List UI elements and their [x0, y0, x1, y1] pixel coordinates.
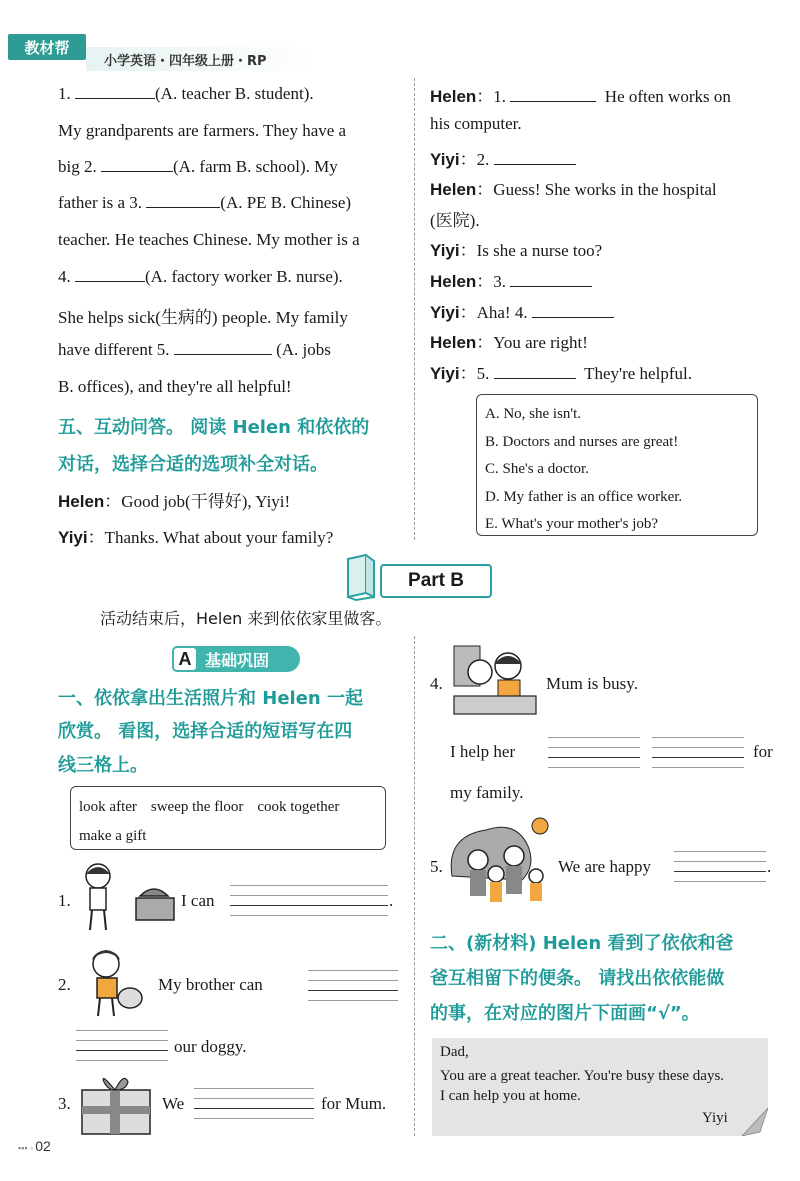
answer-blank[interactable]: [532, 304, 614, 318]
note-signature: Yiyi: [702, 1110, 728, 1126]
dialogue-r5: Helen：3.: [430, 267, 592, 292]
column-divider-bottom: [414, 636, 415, 1136]
section-a-letter: A: [172, 646, 198, 672]
passage-line-2: My grandparents are farmers. They have a: [58, 121, 347, 140]
passage-line-9: B. offices), and they're all helpful!: [58, 377, 292, 396]
four-line-grid[interactable]: [548, 737, 640, 767]
q4-end: my family.: [450, 783, 524, 802]
q3-text: We: [162, 1094, 185, 1113]
column-divider-top: [414, 78, 415, 540]
section-a-title: 基础巩固: [205, 651, 270, 670]
q5-end: .: [767, 857, 772, 876]
four-line-grid[interactable]: [194, 1088, 314, 1118]
four-line-grid[interactable]: [674, 851, 766, 881]
phrase: make a gift: [79, 828, 147, 844]
note-card: [432, 1038, 768, 1136]
dialogue-r3: Helen：Guess! She works in the hospital: [430, 180, 717, 199]
dialogue-line-1: Helen：Good job(干得好), Yiyi!: [58, 492, 291, 511]
q1-text: I can: [181, 891, 215, 910]
passage-line-5: teacher. He teaches Chinese. My mother is a: [58, 230, 360, 249]
answer-blank[interactable]: [146, 194, 220, 208]
passage-line-4: father is a 3. (A. PE B. Chinese): [58, 193, 352, 212]
section2-title-2: 爸互相留下的便条。 请找出依依能做: [430, 968, 725, 989]
note-greeting: Dad,: [440, 1044, 469, 1060]
answer-blank[interactable]: [494, 151, 576, 165]
gift-box-icon: [78, 1068, 154, 1138]
section1-title-2: 欣赏。 看图，选择合适的短语写在四: [58, 721, 353, 742]
passage-line-7: She helps sick(生病的) people. My family: [58, 308, 348, 327]
section1-title-1: 一、依依拿出生活照片和 Helen 一起: [58, 688, 363, 709]
q2-text: My brother can: [158, 975, 263, 994]
section1-title-3: 线三格上。: [58, 755, 148, 776]
four-line-grid[interactable]: [230, 885, 388, 915]
phrase: sweep the floor: [150, 799, 244, 815]
answer-blank[interactable]: [510, 88, 596, 102]
family-picnic-icon: [446, 816, 554, 916]
four-line-grid[interactable]: [308, 970, 398, 1000]
answer-blank[interactable]: [75, 85, 155, 99]
four-line-grid[interactable]: [76, 1030, 168, 1060]
girl-cooking-icon: [76, 858, 180, 934]
dialogue-r6: Yiyi：Aha! 4.: [430, 298, 614, 323]
answer-blank[interactable]: [101, 158, 173, 172]
passage-line-1: 1. (A. teacher B. student).: [58, 84, 314, 103]
option-c: C. She's a doctor.: [485, 461, 589, 477]
four-line-grid[interactable]: [652, 737, 744, 767]
option-a: A. No, she isn't.: [485, 406, 582, 422]
section5-title-1: 五、互动问答。 阅读 Helen 和依依的: [58, 417, 370, 438]
note-line-2: I can help you at home.: [440, 1088, 581, 1104]
passage-line-6: 4. (A. factory worker B. nurse).: [58, 267, 343, 286]
q1-period: .: [389, 891, 394, 910]
book-icon: [340, 553, 380, 601]
dialogue-r3b: (医院).: [430, 211, 480, 230]
q5-number: 5.: [430, 857, 443, 876]
section2-title-3: 的事，在对应的图片下面画“√”。: [430, 1003, 700, 1024]
q5-text: We are happy: [558, 857, 652, 876]
q4-text: Mum is busy.: [546, 674, 638, 693]
dialogue-line-2: Yiyi：Thanks. What about your family?: [58, 528, 334, 547]
phrase: cook together: [257, 799, 340, 815]
page-number: ▪▪▪ ◦ 02: [18, 1138, 51, 1154]
answer-blank[interactable]: [494, 365, 576, 379]
q4-number: 4.: [430, 674, 443, 693]
brand-tab: 教材帮: [8, 34, 86, 60]
passage-line-8: have different 5. (A. jobs: [58, 340, 331, 359]
q3-end: for Mum.: [321, 1094, 387, 1113]
mum-cooking-icon: [450, 638, 540, 718]
dialogue-r4: Yiyi：Is she a nurse too?: [430, 241, 603, 260]
phrase-box: [70, 786, 386, 850]
answer-blank[interactable]: [510, 273, 592, 287]
q2-number: 2.: [58, 975, 71, 994]
q3-number: 3.: [58, 1094, 71, 1113]
passage-line-3: big 2. (A. farm B. school). My: [58, 157, 338, 176]
option-d: D. My father is an office worker.: [485, 488, 683, 505]
option-e: E. What's your mother's job?: [485, 516, 659, 532]
boy-with-dog-icon: [80, 946, 150, 1018]
dialogue-r8: Yiyi：5. They're helpful.: [430, 364, 692, 383]
book-title: 小学英语・四年级上册・RP: [104, 54, 267, 69]
q2-end: our doggy.: [174, 1037, 247, 1056]
section2-title-1: 二、(新材料) Helen 看到了依依和爸: [430, 933, 734, 954]
section5-title-2: 对话，选择合适的选项补全对话。: [58, 454, 328, 475]
options-box: [476, 394, 758, 536]
q1-number: 1.: [58, 891, 71, 910]
dialogue-r7: Helen：You are right!: [430, 333, 588, 352]
option-b: B. Doctors and nurses are great!: [485, 433, 679, 450]
phrase: look after: [79, 799, 137, 815]
answer-blank[interactable]: [75, 268, 145, 282]
answer-blank[interactable]: [174, 341, 272, 355]
dialogue-r1: Helen：1. He often works on: [430, 87, 731, 106]
q4-post: for: [753, 742, 773, 761]
part-b-label: Part B: [380, 564, 492, 598]
dialogue-r2: Yiyi：2.: [430, 145, 576, 170]
q4-pre: I help her: [450, 742, 516, 761]
note-line-1: You are a great teacher. You're busy these days.: [440, 1068, 725, 1084]
page-curl-icon: [742, 1108, 768, 1136]
part-b-intro: 活动结束后，Helen 来到依依家里做客。: [100, 609, 392, 628]
dialogue-r1b: his computer.: [430, 114, 522, 133]
